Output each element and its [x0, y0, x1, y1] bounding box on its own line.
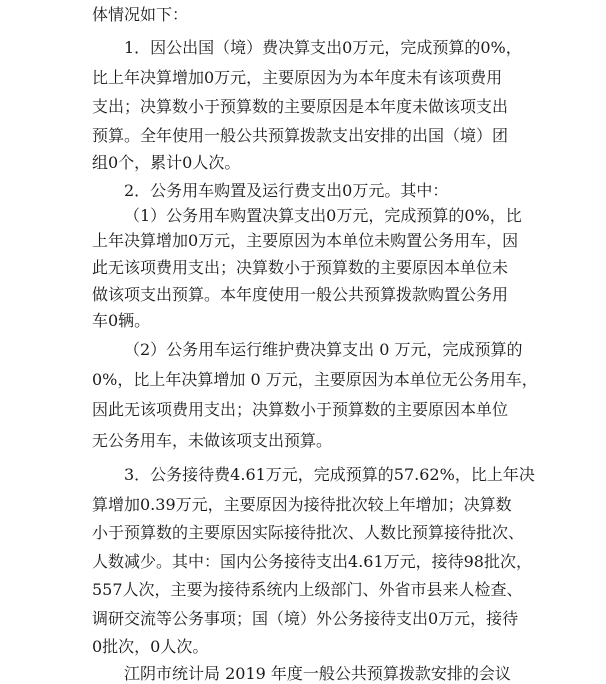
text-line: 0批次，0人次。 [92, 637, 209, 656]
text-line: （1）公务用车购置决算支出0万元，完成预算的0%，比 [124, 206, 522, 225]
text-line: 上年决算增加0万元，主要原因为本单位未购置公务用车，因 [92, 231, 519, 250]
text-line: 江阴市统计局 2019 年度一般公共预算拨款安排的会议 [124, 664, 511, 683]
text-line: （2）公务用车运行维护费决算支出 0 万元，完成预算的 [124, 340, 523, 359]
text-line: 1．因公出国（境）费决算支出0万元，完成预算的0%， [124, 38, 522, 57]
text-line: 体情况如下： [92, 5, 189, 24]
text-line: 调研交流等公务事项；国（境）外公务接待支出0万元，接待 [92, 609, 519, 628]
text-line: 小于预算数的主要原因实际接待批次、人数比预算接待批次、 [92, 523, 525, 542]
text-line: 预算。全年使用一般公共预算拨款支出安排的出国（境）团 [92, 126, 509, 145]
text-line: 无公务用车，未做该项支出预算。 [92, 431, 333, 450]
text-line: 组0个，累计0人次。 [92, 153, 241, 172]
text-line: 此无该项费用支出；决算数小于预算数的主要原因本单位未 [92, 258, 509, 277]
text-line: 0%，比上年决算增加 0 万元，主要原因为本单位无公务用车， [92, 370, 538, 389]
text-line: 因此无该项费用支出；决算数小于预算数的主要原因本单位 [92, 400, 509, 419]
text-line: 支出；决算数小于预算数的主要原因是本年度未做该项支出 [92, 97, 509, 116]
text-line: 人数减少。其中：国内公务接待支出4.61万元，接待98批次， [92, 552, 532, 571]
text-line: 3．公务接待费4.61万元，完成预算的57.62%，比上年决 [124, 465, 535, 484]
text-line: 比上年决算增加0万元，主要原因为为本年度未有该项费用 [92, 68, 503, 87]
text-line: 557人次，主要为接待系统内上级部门、外省市县来人检查、 [92, 580, 523, 599]
text-line: 做该项支出预算。本年度使用一般公共预算拨款购置公务用 [92, 285, 509, 304]
text-line: 2．公务用车购置及运行费支出0万元。其中： [124, 181, 449, 200]
text-line: 算增加0.39万元，主要原因为接待批次较上年增加；决算数 [92, 495, 512, 514]
text-line: 车0辆。 [92, 311, 151, 330]
